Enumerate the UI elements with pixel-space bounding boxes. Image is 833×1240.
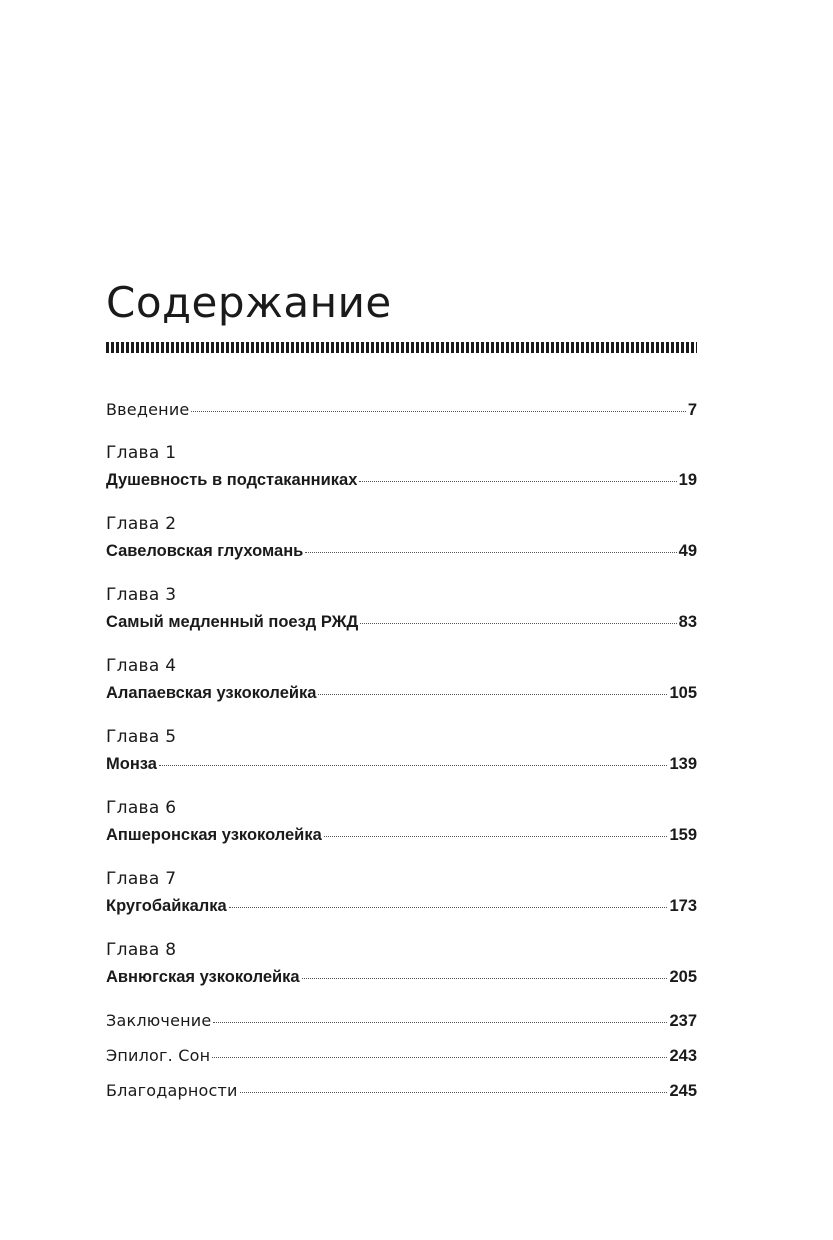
chapter-title: Самый медленный поезд РЖД [106, 613, 359, 631]
toc-entry-chapter-8[interactable] [106, 967, 697, 993]
toc-entry-chapter-2[interactable] [106, 541, 697, 567]
toc-page-number: 237 [669, 1012, 697, 1030]
dot-leader [302, 978, 668, 979]
toc-chapter-5 [106, 727, 697, 780]
dot-leader [212, 1057, 667, 1058]
toc-page-number: 243 [669, 1047, 697, 1065]
toc-entry-chapter-5[interactable] [106, 754, 697, 780]
toc-chapter-4 [106, 656, 697, 709]
toc-page-number: 49 [678, 542, 697, 560]
toc-page-number: 105 [669, 684, 697, 702]
toc-page-number: 83 [678, 613, 697, 631]
toc-entry-chapter-7[interactable] [106, 896, 697, 922]
toc-chapter-1 [106, 443, 697, 496]
toc-chapter-6 [106, 798, 697, 851]
toc-entry-text: Введение [106, 400, 190, 419]
dot-leader [213, 1022, 667, 1023]
toc-entry-acknowledgements[interactable] [106, 1081, 697, 1107]
chapter-title: Монза [106, 755, 157, 773]
dot-leader [360, 623, 676, 624]
toc-entry-text: Эпилог. Сон [106, 1046, 211, 1065]
dot-leader [229, 907, 668, 908]
chapter-label: Глава 4 [106, 656, 177, 676]
toc-entry-chapter-3[interactable] [106, 612, 697, 638]
toc-page-number: 245 [669, 1082, 697, 1100]
toc-entry-epilogue[interactable] [106, 1046, 697, 1072]
toc-page-number: 19 [678, 471, 697, 489]
toc-entry-text: Заключение [106, 1011, 212, 1030]
chapter-title: Алапаевская узкоколейка [106, 684, 317, 702]
chapter-title: Авнюгская узкоколейка [106, 968, 300, 986]
chapter-label: Глава 3 [106, 585, 177, 605]
dot-leader [305, 552, 676, 553]
chapter-label: Глава 2 [106, 514, 177, 534]
chapter-title: Душевность в подстаканниках [106, 471, 358, 489]
chapter-label: Глава 1 [106, 443, 177, 463]
toc-chapter-2 [106, 514, 697, 567]
chapter-label: Глава 5 [106, 727, 177, 747]
toc-chapter-8 [106, 940, 697, 993]
toc-entry-chapter-1[interactable] [106, 470, 697, 496]
chapter-label: Глава 8 [106, 940, 177, 960]
dot-leader [318, 694, 667, 695]
toc-entry-chapter-4[interactable] [106, 683, 697, 709]
chapter-label: Глава 6 [106, 798, 177, 818]
toc-chapter-7 [106, 869, 697, 922]
table-of-contents [106, 400, 697, 1107]
chapter-title: Кругобайкалка [106, 897, 227, 915]
dot-leader [324, 836, 668, 837]
dot-leader [191, 411, 685, 412]
toc-entry-chapter-6[interactable] [106, 825, 697, 851]
chapter-title: Апшеронская узкоколейка [106, 826, 322, 844]
toc-entry-conclusion[interactable] [106, 1011, 697, 1037]
toc-page-number: 7 [687, 401, 697, 419]
chapter-label: Глава 7 [106, 869, 177, 889]
dot-leader [240, 1092, 668, 1093]
toc-page-number: 205 [669, 968, 697, 986]
page-title: Содержание [106, 278, 392, 327]
toc-page-number: 173 [669, 897, 697, 915]
dot-leader [359, 481, 676, 482]
dot-leader [159, 765, 668, 766]
toc-page-number: 159 [669, 826, 697, 844]
title-rule [106, 342, 697, 353]
toc-entry-intro[interactable] [106, 400, 697, 426]
chapter-title: Савеловская глухомань [106, 542, 304, 560]
toc-page-number: 139 [669, 755, 697, 773]
toc-chapter-3 [106, 585, 697, 638]
toc-entry-text: Благодарности [106, 1081, 238, 1100]
